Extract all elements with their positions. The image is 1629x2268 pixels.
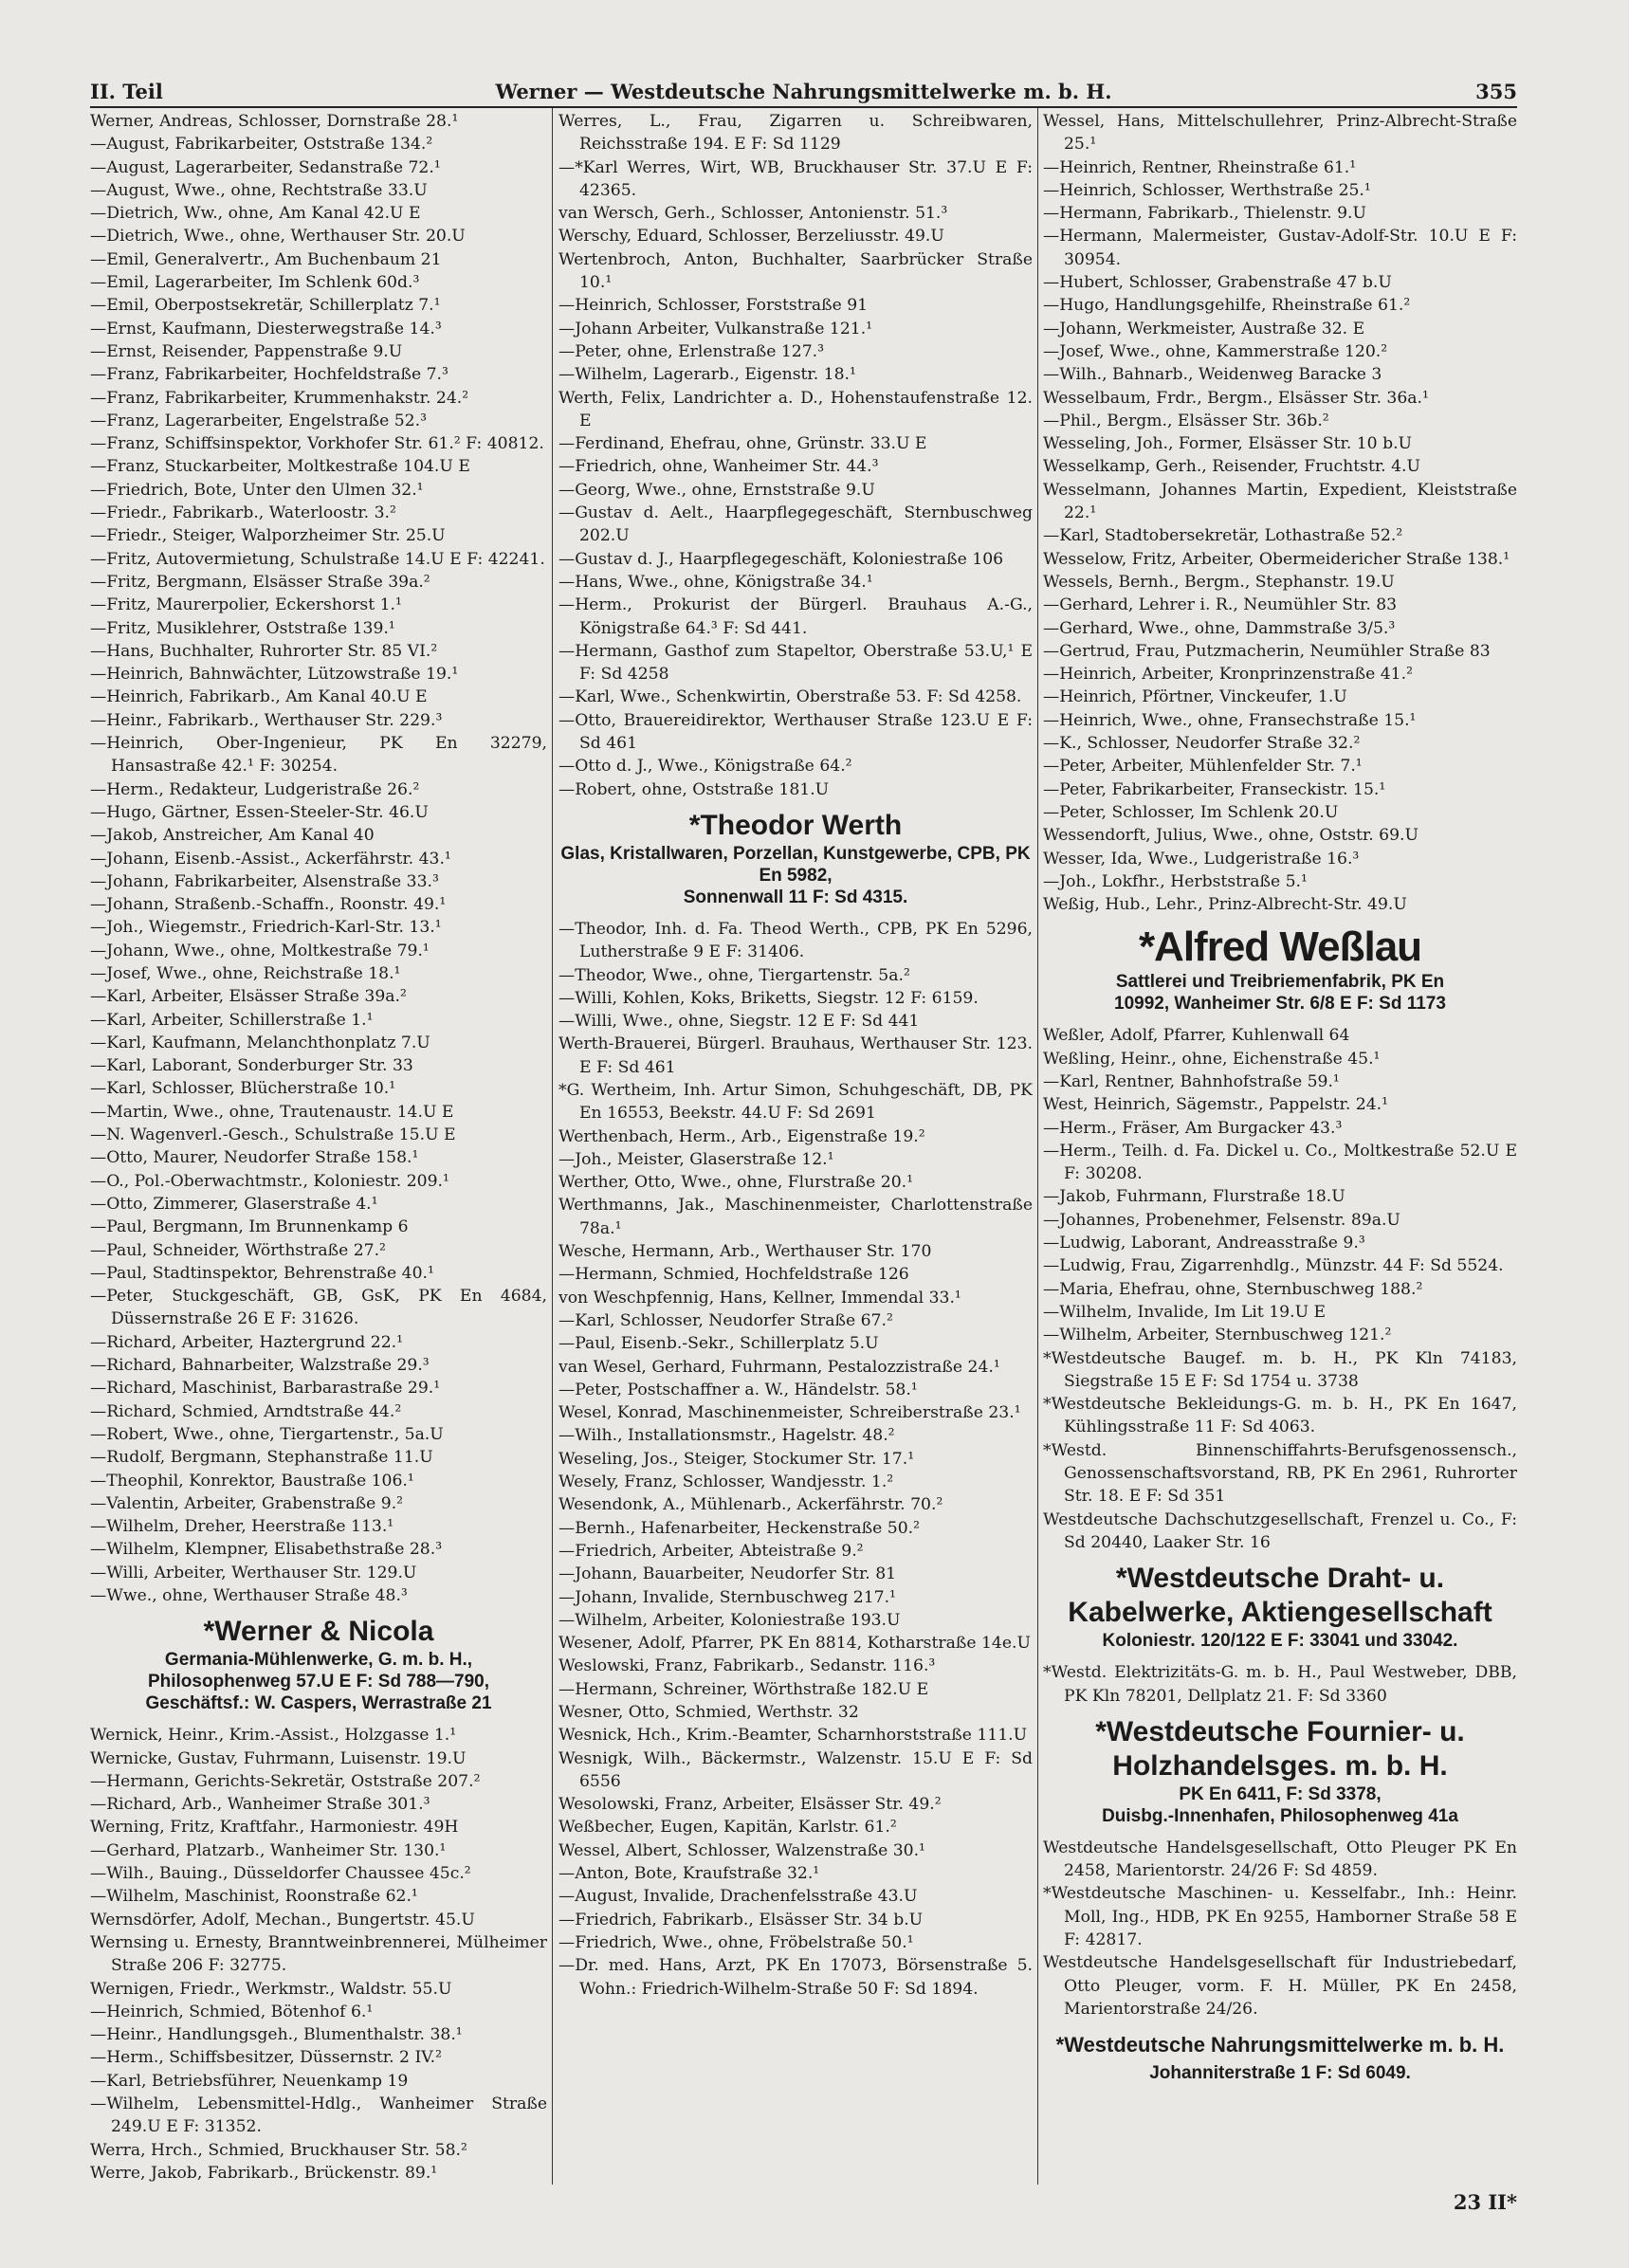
directory-entry: Wessendorft, Julius, Wwe., ohne, Oststr. 69.U <box>1043 826 1419 846</box>
directory-entry: —Peter, Stuckgeschäft, GB, GsK, PK En 4684, Düssernstraße 26 E F: 31626. <box>90 1287 547 1329</box>
directory-entry: —Heinrich, Fabrikarb., Am Kanal 40.U E <box>90 687 428 707</box>
directory-entry: Werre, Jakob, Fabrikarb., Brückenstr. 89.¹ <box>90 2163 438 2183</box>
directory-entry: —Karl, Wwe., Schenkwirtin, Oberstraße 53. F: Sd 4258. <box>558 687 1022 707</box>
directory-entry: Werres, L., Frau, Zigarren u. Schreibwaren, Reichsstraße 194. E F: Sd 1129 <box>558 112 1033 155</box>
directory-entry: —Wilhelm, Arbeiter, Koloniestraße 193.U <box>558 1610 901 1630</box>
directory-entry: —Johannes, Probenehmer, Felsenstr. 89a.U <box>1043 1210 1400 1230</box>
directory-entry: —Fritz, Autovermietung, Schulstraße 14.U E F: 42241. <box>90 549 545 569</box>
directory-entry: —Richard, Arb., Wanheimer Straße 301.³ <box>90 1795 430 1815</box>
directory-entry: —Valentin, Arbeiter, Grabenstraße 9.² <box>90 1493 404 1513</box>
directory-entry: Wernick, Heinr., Krim.-Assist., Holzgasse 1.¹ <box>90 1726 457 1746</box>
directory-entry: —Hugo, Gärtner, Essen-Steeler-Str. 46.U <box>90 802 429 822</box>
directory-entry: —Richard, Arbeiter, Haztergrund 22.¹ <box>90 1332 403 1352</box>
advertisement-title: *Westdeutsche Nahrungsmittelwerke m. b. H. <box>1055 2033 1505 2058</box>
directory-entry: —K., Schlosser, Neudorfer Straße 32.² <box>1043 734 1361 754</box>
directory-entry: —Johann, Straßenb.-Schaffn., Roonstr. 49.¹ <box>90 895 447 915</box>
directory-entry: van Wesel, Gerhard, Fuhrmann, Pestalozzistraße 24.¹ <box>558 1357 1000 1377</box>
directory-entry: —Anton, Bote, Kraufstraße 32.¹ <box>558 1864 820 1884</box>
directory-entry: —Johann, Bauarbeiter, Neudorfer Str. 81 <box>558 1564 897 1584</box>
directory-entry: —Joh., Lokfhr., Herbststraße 5.¹ <box>1043 871 1308 891</box>
directory-entry: —Otto d. J., Wwe., Königstraße 64.² <box>558 757 852 777</box>
directory-entry: Wesnick, Hch., Krim.-Beamter, Scharnhorststraße 111.U <box>558 1726 1028 1746</box>
directory-entry: Werthmanns, Jak., Maschinenmeister, Charlottenstraße 78a.¹ <box>558 1196 1033 1238</box>
directory-entry: Werthenbach, Herm., Arb., Eigenstraße 19.² <box>558 1126 925 1146</box>
directory-entry: —Gertrud, Frau, Putzmacherin, Neumühler Straße 83 <box>1043 641 1491 661</box>
directory-entry: —Georg, Wwe., ohne, Ernststraße 9.U <box>558 480 875 500</box>
column-3 <box>1043 110 1517 2186</box>
advertisement-line: Koloniestr. 120/122 E F: 33041 und 33042. <box>1102 1631 1458 1652</box>
directory-entry: Westdeutsche Handelsgesellschaft, Otto Pleuger PK En 2458, Marientorstr. 24/26 F: Sd 4859. <box>1043 1838 1517 1881</box>
directory-entry: Weslowski, Franz, Fabrikarb., Sedanstr. 116.³ <box>558 1656 936 1676</box>
directory-entry: —Karl, Laborant, Sonderburger Str. 33 <box>90 1056 413 1076</box>
directory-entry: —Gerhard, Platzarb., Wanheimer Str. 130.¹ <box>90 1840 447 1860</box>
directory-entry: —Franz, Stuckarbeiter, Moltkestraße 104.U E <box>90 457 470 477</box>
directory-entry: Westdeutsche Handelsgesellschaft für Industriebedarf, Otto Pleuger, vorm. F. H. Müller, PK En 2458, Marientorstraße 24/26. <box>1043 1953 1517 2019</box>
directory-entry: —Johann, Wwe., ohne, Moltkestraße 79.¹ <box>90 941 430 960</box>
directory-entry: Werner, Andreas, Schlosser, Dornstraße 28.¹ <box>90 112 459 131</box>
directory-entry: —Emil, Oberpostsekretär, Schillerplatz 7.¹ <box>90 296 441 316</box>
directory-entry: —Herm., Teilh. d. Fa. Dickel u. Co., Moltkestraße 52.U E F: 30208. <box>1043 1141 1517 1184</box>
directory-entry: —Wilh., Installationsmstr., Hagelstr. 48.² <box>558 1426 895 1446</box>
directory-entry: Wesel, Konrad, Maschinenmeister, Schreiberstraße 23.¹ <box>558 1403 1021 1423</box>
directory-entry: Wessel, Albert, Schlosser, Walzenstraße 30.¹ <box>558 1840 925 1860</box>
directory-entry: *G. Wertheim, Inh. Artur Simon, Schuhgeschäft, DB, PK En 16553, Beekstr. 44.U F: Sd 2691 <box>558 1080 1033 1124</box>
directory-entry: —Fritz, Bergmann, Elsässer Straße 39a.² <box>90 572 430 592</box>
directory-entry: —Heinrich, Pförtner, Vinckeufer, 1.U <box>1043 687 1347 707</box>
directory-entry: —Ludwig, Frau, Zigarrenhdlg., Münzstr. 44 F: Sd 5524. <box>1043 1256 1504 1276</box>
advertisement-line: Sonnenwall 11 F: Sd 4315. <box>683 887 908 907</box>
directory-entry: —Josef, Wwe., ohne, Kammerstraße 120.² <box>1043 341 1388 361</box>
directory-entry: —Karl, Schlosser, Blücherstraße 10.¹ <box>90 1079 396 1099</box>
directory-entry: —Friedr., Steiger, Walporzheimer Str. 25.U <box>90 526 446 546</box>
directory-entry: Wessels, Bernh., Bergm., Stephanstr. 19.U <box>1043 572 1395 592</box>
directory-entry: —Emil, Lagerarbeiter, Im Schlenk 60d.³ <box>90 273 420 293</box>
advertisement-block <box>558 809 1033 908</box>
directory-entry: Wesselow, Fritz, Arbeiter, Obermeidericher Straße 138.¹ <box>1043 549 1510 569</box>
directory-entry: Wesolowski, Franz, Arbeiter, Elsässer Str. 49.² <box>558 1795 942 1815</box>
directory-entry: *Westdeutsche Maschinen- u. Kesselfabr., Inh.: Heinr. Moll, Ing., HDB, PK En 9255, Hamborner Straße 58 E F: 42817. <box>1043 1884 1517 1949</box>
directory-entry: —Wilhelm, Lagerarb., Eigenstr. 18.¹ <box>558 365 856 385</box>
directory-entry: —Willi, Wwe., ohne, Siegstr. 12 E F: Sd 441 <box>558 1012 920 1032</box>
directory-entry: —Friedrich, Arbeiter, Abteistraße 9.² <box>558 1541 864 1561</box>
directory-entry: —Theodor, Inh. d. Fa. Theod Werth., CPB, PK En 5296, Lutherstraße 9 E F: 31406. <box>558 919 1033 962</box>
directory-entry: *Westdeutsche Bekleidungs-G. m. b. H., PK En 1647, Kühlingsstraße 11 F: Sd 4063. <box>1043 1395 1517 1437</box>
directory-entry: Wesner, Otto, Schmied, Werthstr. 32 <box>558 1703 859 1722</box>
header-rule <box>90 106 1517 108</box>
directory-entry: —Friedrich, Fabrikarb., Elsässer Str. 34 b.U <box>558 1910 924 1930</box>
directory-entry: —Otto, Zimmerer, Glaserstraße 4.¹ <box>90 1194 378 1214</box>
directory-entry: —Ernst, Reisender, Pappenstraße 9.U <box>90 341 403 361</box>
directory-entry: —Dietrich, Wwe., ohne, Werthauser Str. 20.U <box>90 227 466 247</box>
directory-entry: —Wilhelm, Lebensmittel-Hdlg., Wanheimer Straße 249.U E F: 31352. <box>90 2094 547 2137</box>
directory-entry: —Franz, Schiffsinspektor, Vorkhofer Str. 61.² F: 40812. <box>90 434 544 454</box>
directory-entry: —Hans, Buchhalter, Ruhrorter Str. 85 VI.² <box>90 641 438 661</box>
directory-entry: —August, Fabrikarbeiter, Oststraße 134.² <box>90 135 433 155</box>
directory-entry: —Herm., Schiffsbesitzer, Düssernstr. 2 IV.² <box>90 2048 443 2068</box>
directory-entry: —Herm., Redakteur, Ludgeristraße 26.² <box>90 779 420 799</box>
directory-entry: —Friedrich, Wwe., ohne, Fröbelstraße 50.¹ <box>558 1932 914 1952</box>
directory-entry: —Friedrich, Bote, Unter den Ulmen 32.¹ <box>90 480 424 500</box>
advertisement-block <box>1043 1562 1517 1652</box>
directory-entry: von Weschpfennig, Hans, Kellner, Immendal 33.¹ <box>558 1288 961 1308</box>
directory-entry: —Heinrich, Schlosser, Forststraße 91 <box>558 296 869 316</box>
sheet-signature: 23 II* <box>1453 2190 1517 2214</box>
directory-entry: —Fritz, Maurerpolier, Eckershorst 1.¹ <box>90 595 402 615</box>
directory-entry: —Heinrich, Schlosser, Werthstraße 25.¹ <box>1043 180 1371 200</box>
directory-entry: —Paul, Schneider, Wörthstraße 27.² <box>90 1240 386 1260</box>
directory-entry: —Karl, Arbeiter, Schillerstraße 1.¹ <box>90 1010 374 1030</box>
part-label: II. Teil <box>90 80 163 103</box>
directory-entry: —Heinrich, Ober-Ingenieur, PK En 32279, Hansastraße 42.¹ F: 30254. <box>90 734 547 777</box>
directory-entry: —Jakob, Fuhrmann, Flurstraße 18.U <box>1043 1187 1345 1207</box>
directory-entry: —Theodor, Wwe., ohne, Tiergartenstr. 5a.² <box>558 965 910 985</box>
advertisement-line: Philosophenweg 57.U E F: Sd 788—790, <box>147 1672 490 1692</box>
directory-entry: —Hermann, Malermeister, Gustav-Adolf-Str. 10.U E F: 30954. <box>1043 227 1517 269</box>
directory-entry: —Richard, Maschinist, Barbarastraße 29.¹ <box>90 1379 441 1399</box>
column-divider <box>1037 108 1038 2185</box>
directory-entry: —Wilhelm, Arbeiter, Sternbuschweg 121.² <box>1043 1326 1392 1345</box>
directory-entry: Weseling, Jos., Steiger, Stockumer Str. 17.¹ <box>558 1449 915 1469</box>
directory-entry: —Joh., Meister, Glaserstraße 12.¹ <box>558 1149 834 1169</box>
advertisement-block <box>1043 1715 1517 1827</box>
directory-entry: Wernicke, Gustav, Fuhrmann, Luisenstr. 19.U <box>90 1748 467 1768</box>
directory-entry: —August, Lagerarbeiter, Sedanstraße 72.¹ <box>90 157 441 177</box>
directory-entry: Werth, Felix, Landrichter a. D., Hohenstaufenstraße 12. E <box>558 388 1033 430</box>
directory-entry: —Wilh., Bauing., Düsseldorfer Chaussee 45c.² <box>90 1864 471 1884</box>
advertisement-line: Duisbg.-Innenhafen, Philosophenweg 41a <box>1102 1805 1458 1826</box>
directory-entry: —Franz, Lagerarbeiter, Engelstraße 52.³ <box>90 411 427 430</box>
directory-entry: —Karl, Kaufmann, Melanchthonplatz 7.U <box>90 1033 430 1052</box>
directory-entry: —Paul, Bergmann, Im Brunnenkamp 6 <box>90 1217 409 1237</box>
directory-entry: —August, Wwe., ohne, Rechtstraße 33.U <box>90 180 428 200</box>
directory-entry: Weßling, Heinr., ohne, Eichenstraße 45.¹ <box>1043 1049 1381 1069</box>
directory-entry: —Karl, Stadtobersekretär, Lothastraße 52.² <box>1043 526 1403 546</box>
directory-entry: —Robert, Wwe., ohne, Tiergartenstr., 5a.U <box>90 1424 444 1444</box>
directory-entry: —Peter, Schlosser, Im Schlenk 20.U <box>1043 802 1339 822</box>
directory-entry: —Josef, Wwe., ohne, Reichstraße 18.¹ <box>90 963 401 983</box>
directory-entry: —Heinrich, Bahnwächter, Lützowstraße 19.¹ <box>90 665 459 685</box>
directory-entry: *Westd. Binnenschiffahrts-Berufsgenossensch., Genossenschaftsvorstand, RB, PK En 2961, Ruhrorter Str. 18. E F: Sd 351 <box>1043 1440 1517 1507</box>
directory-entry: Wesche, Hermann, Arb., Werthauser Str. 170 <box>558 1242 932 1262</box>
column-2 <box>558 110 1033 2186</box>
advertisement-line: PK En 6411, F: Sd 3378, <box>1179 1783 1382 1804</box>
directory-entry: Wesselmann, Johannes Martin, Expedient, Kleiststraße 22.¹ <box>1043 480 1517 523</box>
directory-entry: —Heinr., Fabrikarb., Werthauser Str. 229.³ <box>90 710 443 730</box>
directory-entry: Werther, Otto, Wwe., ohne, Flurstraße 20.¹ <box>558 1173 913 1193</box>
directory-entry: Wesseling, Joh., Former, Elsässer Str. 10 b.U <box>1043 434 1413 454</box>
directory-entry: Wernsing u. Ernesty, Branntweinbrennerei, Mülheimer Straße 206 F: 32775. <box>90 1932 547 1976</box>
running-header <box>90 80 1517 106</box>
directory-entry: —Martin, Wwe., ohne, Trautenaustr. 14.U E <box>90 1102 454 1122</box>
directory-entry: —Bernh., Hafenarbeiter, Heckenstraße 50.² <box>558 1518 921 1538</box>
directory-entry: —Franz, Fabrikarbeiter, Hochfeldstraße 7.³ <box>90 365 448 385</box>
directory-entry: Werschy, Eduard, Schlosser, Berzeliusstr. 49.U <box>558 227 944 247</box>
directory-entry: —Wilhelm, Dreher, Heerstraße 113.¹ <box>90 1517 394 1537</box>
directory-entry: —Otto, Brauereidirektor, Werthauser Straße 123.U E F: Sd 461 <box>558 710 1033 754</box>
directory-entry: —O., Pol.-Oberwachtmstr., Koloniestr. 209.¹ <box>90 1171 449 1191</box>
advertisement-title: *Theodor Werth <box>688 809 903 841</box>
directory-entry: —Wilhelm, Klempner, Elisabethstraße 28.³ <box>90 1540 443 1560</box>
directory-entry: —Heinr., Handlungsgeh., Blumenthalstr. 38.¹ <box>90 2025 463 2045</box>
directory-entry: —Karl, Rentner, Bahnhofstraße 59.¹ <box>1043 1071 1340 1091</box>
directory-entry: —Willi, Arbeiter, Werthauser Str. 129.U <box>90 1563 417 1582</box>
directory-entry: *Westd. Elektrizitäts-G. m. b. H., Paul Westweber, DBB, PK Kln 78201, Dellplatz 21. F: Sd 3360 <box>1043 1663 1517 1706</box>
directory-entry: —Herm., Fräser, Am Burgacker 43.³ <box>1043 1118 1343 1138</box>
advertisement-line: Germania-Mühlenwerke, G. m. b. H., <box>164 1650 473 1671</box>
column-divider <box>552 108 553 2185</box>
directory-entry: —Karl, Betriebsführer, Neuenkamp 19 <box>90 2071 409 2091</box>
directory-entry: —Gustav d. J., Haarpflegegeschäft, Koloniestraße 106 <box>558 549 1004 569</box>
directory-entry: *Westdeutsche Baugef. m. b. H., PK Kln 74183, Siegstraße 15 E F: Sd 1754 u. 3738 <box>1043 1348 1517 1391</box>
directory-entry: —Phil., Bergm., Elsässer Str. 36b.² <box>1043 411 1329 430</box>
directory-entry: —Ernst, Kaufmann, Diesterwegstraße 14.³ <box>90 319 442 338</box>
directory-entry: —Hermann, Schreiner, Wörthstraße 182.U E <box>558 1679 929 1699</box>
directory-entry: —Hans, Wwe., ohne, Königstraße 34.¹ <box>558 572 873 592</box>
directory-entry: Wesener, Adolf, Pfarrer, PK En 8814, Kotharstraße 14e.U <box>558 1634 1031 1654</box>
advertisement-line: Geschäftsf.: W. Caspers, Werrastraße 21 <box>145 1693 492 1714</box>
directory-entry: —Hermann, Schmied, Hochfeldstraße 126 <box>558 1265 909 1285</box>
directory-entry: —Peter, Postschaffner a. W., Händelstr. 58.¹ <box>558 1380 918 1399</box>
directory-entry: Wertenbroch, Anton, Buchhalter, Saarbrücker Straße 10.¹ <box>558 249 1033 293</box>
advertisement-line: 10992, Wanheimer Str. 6/8 E F: Sd 1173 <box>1114 994 1446 1015</box>
directory-entry: —Peter, Fabrikarbeiter, Franseckistr. 15.¹ <box>1043 779 1386 799</box>
directory-entry: —August, Invalide, Drachenfelsstraße 43.U <box>558 1887 918 1907</box>
directory-entry: Wesser, Ida, Wwe., Ludgeristraße 16.³ <box>1043 849 1360 869</box>
directory-entry: —N. Wagenverl.-Gesch., Schulstraße 15.U E <box>90 1125 456 1145</box>
directory-entry: —Hugo, Handlungsgehilfe, Rheinstraße 61.² <box>1043 296 1411 316</box>
directory-entry: —Heinrich, Wwe., ohne, Fransechstraße 15.¹ <box>1043 710 1417 730</box>
directory-entry: —Maria, Ehefrau, ohne, Sternbuschweg 188.² <box>1043 1279 1423 1299</box>
advertisement-title: *Alfred Weßlau <box>1138 924 1422 971</box>
directory-entry: —Heinrich, Schmied, Bötenhof 6.¹ <box>90 2002 374 2021</box>
directory-entry: —Gustav d. Aelt., Haarpflegegeschäft, Sternbuschweg 202.U <box>558 503 1033 546</box>
directory-entry: —Paul, Stadtinspektor, Behrenstraße 40.¹ <box>90 1263 434 1283</box>
directory-entry: —Theophil, Konrektor, Baustraße 106.¹ <box>90 1471 414 1491</box>
advertisement-block <box>1043 924 1517 1015</box>
directory-entry: —Hermann, Fabrikarb., Thielenstr. 9.U <box>1043 204 1366 224</box>
advertisement-line: Johanniterstraße 1 F: Sd 6049. <box>1149 2063 1411 2084</box>
directory-entry: Werning, Fritz, Kraftfahr., Harmoniestr. 49H <box>90 1818 459 1838</box>
directory-entry: —Herm., Prokurist der Bürgerl. Brauhaus A.-G., Königstraße 64.³ F: Sd 441. <box>558 595 1033 638</box>
directory-entry: Weßbecher, Eugen, Kapitän, Karlstr. 61.² <box>558 1818 897 1838</box>
advertisement-line: Sattlerei und Treibriemenfabrik, PK En <box>1115 972 1445 993</box>
directory-entry: Wessel, Hans, Mittelschullehrer, Prinz-Albrecht-Straße 25.¹ <box>1043 112 1517 155</box>
directory-entry: Wesselkamp, Gerh., Reisender, Fruchtstr. 4.U <box>1043 457 1420 477</box>
directory-entry: —Dietrich, Ww., ohne, Am Kanal 42.U E <box>90 204 421 224</box>
directory-entry: —Peter, ohne, Erlenstraße 127.³ <box>558 341 825 361</box>
directory-entry: Westdeutsche Dachschutzgesellschaft, Frenzel u. Co., F: Sd 20440, Laaker Str. 16 <box>1043 1509 1517 1552</box>
directory-entry: van Wersch, Gerh., Schlosser, Antonienstr. 51.³ <box>558 204 948 224</box>
advertisement-block <box>1043 2028 1517 2084</box>
directory-entry: —Gerhard, Lehrer i. R., Neumühler Str. 83 <box>1043 595 1398 615</box>
advertisement-block <box>90 1615 547 1714</box>
directory-entry: —Johann, Invalide, Sternbuschweg 217.¹ <box>558 1587 896 1607</box>
directory-entry: Wesendonk, A., Mühlenarb., Ackerfährstr. 70.² <box>558 1495 943 1515</box>
directory-entry: Weßler, Adolf, Pfarrer, Kuhlenwall 64 <box>1043 1026 1350 1046</box>
directory-entry: —Hermann, Gasthof zum Stapeltor, Oberstraße 53.U,¹ E F: Sd 4258 <box>558 641 1033 685</box>
directory-entry: —Franz, Fabrikarbeiter, Krummenhakstr. 24.² <box>90 388 469 408</box>
directory-entry: Wernsdörfer, Adolf, Mechan., Bungertstr. 45.U <box>90 1910 475 1930</box>
directory-entry: —*Karl Werres, Wirt, WB, Bruckhauser Str. 37.U E F: 42365. <box>558 157 1033 200</box>
directory-entry: —Wilhelm, Maschinist, Roonstraße 62.¹ <box>90 1887 418 1907</box>
column-1 <box>90 110 547 2186</box>
directory-entry: —Richard, Bahnarbeiter, Walzstraße 29.³ <box>90 1356 430 1376</box>
directory-entry: —Johann, Eisenb.-Assist., Ackerfährstr. 43.¹ <box>90 849 451 869</box>
directory-entry: —Emil, Generalvertr., Am Buchenbaum 21 <box>90 249 442 269</box>
directory-entry: —Friedrich, ohne, Wanheimer Str. 44.³ <box>558 457 879 477</box>
directory-entry: —Jakob, Anstreicher, Am Kanal 40 <box>90 826 375 846</box>
directory-entry: —Wwe., ohne, Werthauser Straße 48.³ <box>90 1586 408 1605</box>
page-range-title: Werner — Westdeutsche Nahrungsmittelwerke m. b. H. <box>495 80 1112 103</box>
directory-entry: West, Heinrich, Sägemstr., Pappelstr. 24.¹ <box>1043 1095 1389 1115</box>
directory-entry: —Otto, Maurer, Neudorfer Straße 158.¹ <box>90 1148 419 1168</box>
directory-entry: —Ferdinand, Ehefrau, ohne, Grünstr. 33.U E <box>558 434 927 454</box>
directory-entry: —Robert, ohne, Oststraße 181.U <box>558 779 830 799</box>
directory-entry: —Heinrich, Arbeiter, Kronprinzenstraße 41.² <box>1043 665 1413 685</box>
directory-entry: —Richard, Schmied, Arndtstraße 44.² <box>90 1401 402 1421</box>
directory-entry: Werra, Hrch., Schmied, Bruckhauser Str. 58.² <box>90 2140 467 2160</box>
directory-entry: Wesely, Franz, Schlosser, Wandjesstr. 1.² <box>558 1472 894 1492</box>
directory-entry: —Fritz, Musiklehrer, Oststraße 139.¹ <box>90 618 395 638</box>
directory-entry: —Karl, Arbeiter, Elsässer Straße 39a.² <box>90 987 407 1007</box>
directory-entry: —Karl, Schlosser, Neudorfer Straße 67.² <box>558 1310 893 1330</box>
directory-entry: Wernigen, Friedr., Werkmstr., Waldstr. 55.U <box>90 1979 452 1999</box>
directory-entry: —Wilh., Bahnarb., Weidenweg Baracke 3 <box>1043 365 1382 385</box>
directory-entry: —Gerhard, Wwe., ohne, Dammstraße 3/5.³ <box>1043 618 1396 638</box>
advertisement-title: *Westdeutsche Draht- u. Kabelwerke, Aktiengesellschaft <box>1068 1563 1492 1629</box>
directory-entry: —Joh., Wiegemstr., Friedrich-Karl-Str. 13.¹ <box>90 918 442 938</box>
directory-entry: Werth-Brauerei, Bürgerl. Brauhaus, Werthauser Str. 123. E F: Sd 461 <box>558 1034 1033 1077</box>
directory-entry: —Johann, Fabrikarbeiter, Alsenstraße 33.³ <box>90 871 439 891</box>
directory-entry: —Paul, Eisenb.-Sekr., Schillerplatz 5.U <box>558 1334 879 1354</box>
directory-entry: —Johann, Werkmeister, Austraße 32. E <box>1043 319 1365 338</box>
directory-entry: Wesselbaum, Frdr., Bergm., Elsässer Str. 36a.¹ <box>1043 388 1429 408</box>
directory-entry: —Hubert, Schlosser, Grabenstraße 47 b.U <box>1043 273 1392 293</box>
directory-entry: —Ludwig, Laborant, Andreasstraße 9.³ <box>1043 1234 1365 1253</box>
directory-entry: —Wilhelm, Invalide, Im Lit 19.U E <box>1043 1302 1327 1322</box>
advertisement-title: *Westdeutsche Fournier- u. Holzhandelsges. m. b. H. <box>1095 1715 1465 1782</box>
directory-entry: Wesnigk, Wilh., Bäckermstr., Walzenstr. 15.U E F: Sd 6556 <box>558 1748 1033 1791</box>
advertisement-line: Glas, Kristallwaren, Porzellan, Kunstgewerbe, CPB, PK En 5982, <box>560 843 1031 886</box>
directory-entry: —Hermann, Gerichts-Sekretär, Oststraße 207.² <box>90 1771 481 1791</box>
directory-entry: —Friedr., Fabrikarb., Waterloostr. 3.² <box>90 503 396 523</box>
advertisement-title: *Werner & Nicola <box>203 1616 434 1648</box>
directory-entry: —Johann Arbeiter, Vulkanstraße 121.¹ <box>558 319 873 338</box>
page-number: 355 <box>1475 80 1517 103</box>
directory-entry: —Willi, Kohlen, Koks, Briketts, Siegstr. 12 F: 6159. <box>558 988 979 1008</box>
directory-entry: —Heinrich, Rentner, Rheinstraße 61.¹ <box>1043 157 1357 177</box>
directory-entry: —Dr. med. Hans, Arzt, PK En 17073, Börsenstraße 5. Wohn.: Friedrich-Wilhelm-Straße 50 F: Sd 1894. <box>558 1956 1033 1999</box>
directory-entry: —Peter, Arbeiter, Mühlenfelder Str. 7.¹ <box>1043 757 1363 777</box>
directory-entry: —Rudolf, Bergmann, Stephanstraße 11.U <box>90 1448 433 1468</box>
directory-entry: Weßig, Hub., Lehr., Prinz-Albrecht-Str. 49.U <box>1043 895 1407 915</box>
